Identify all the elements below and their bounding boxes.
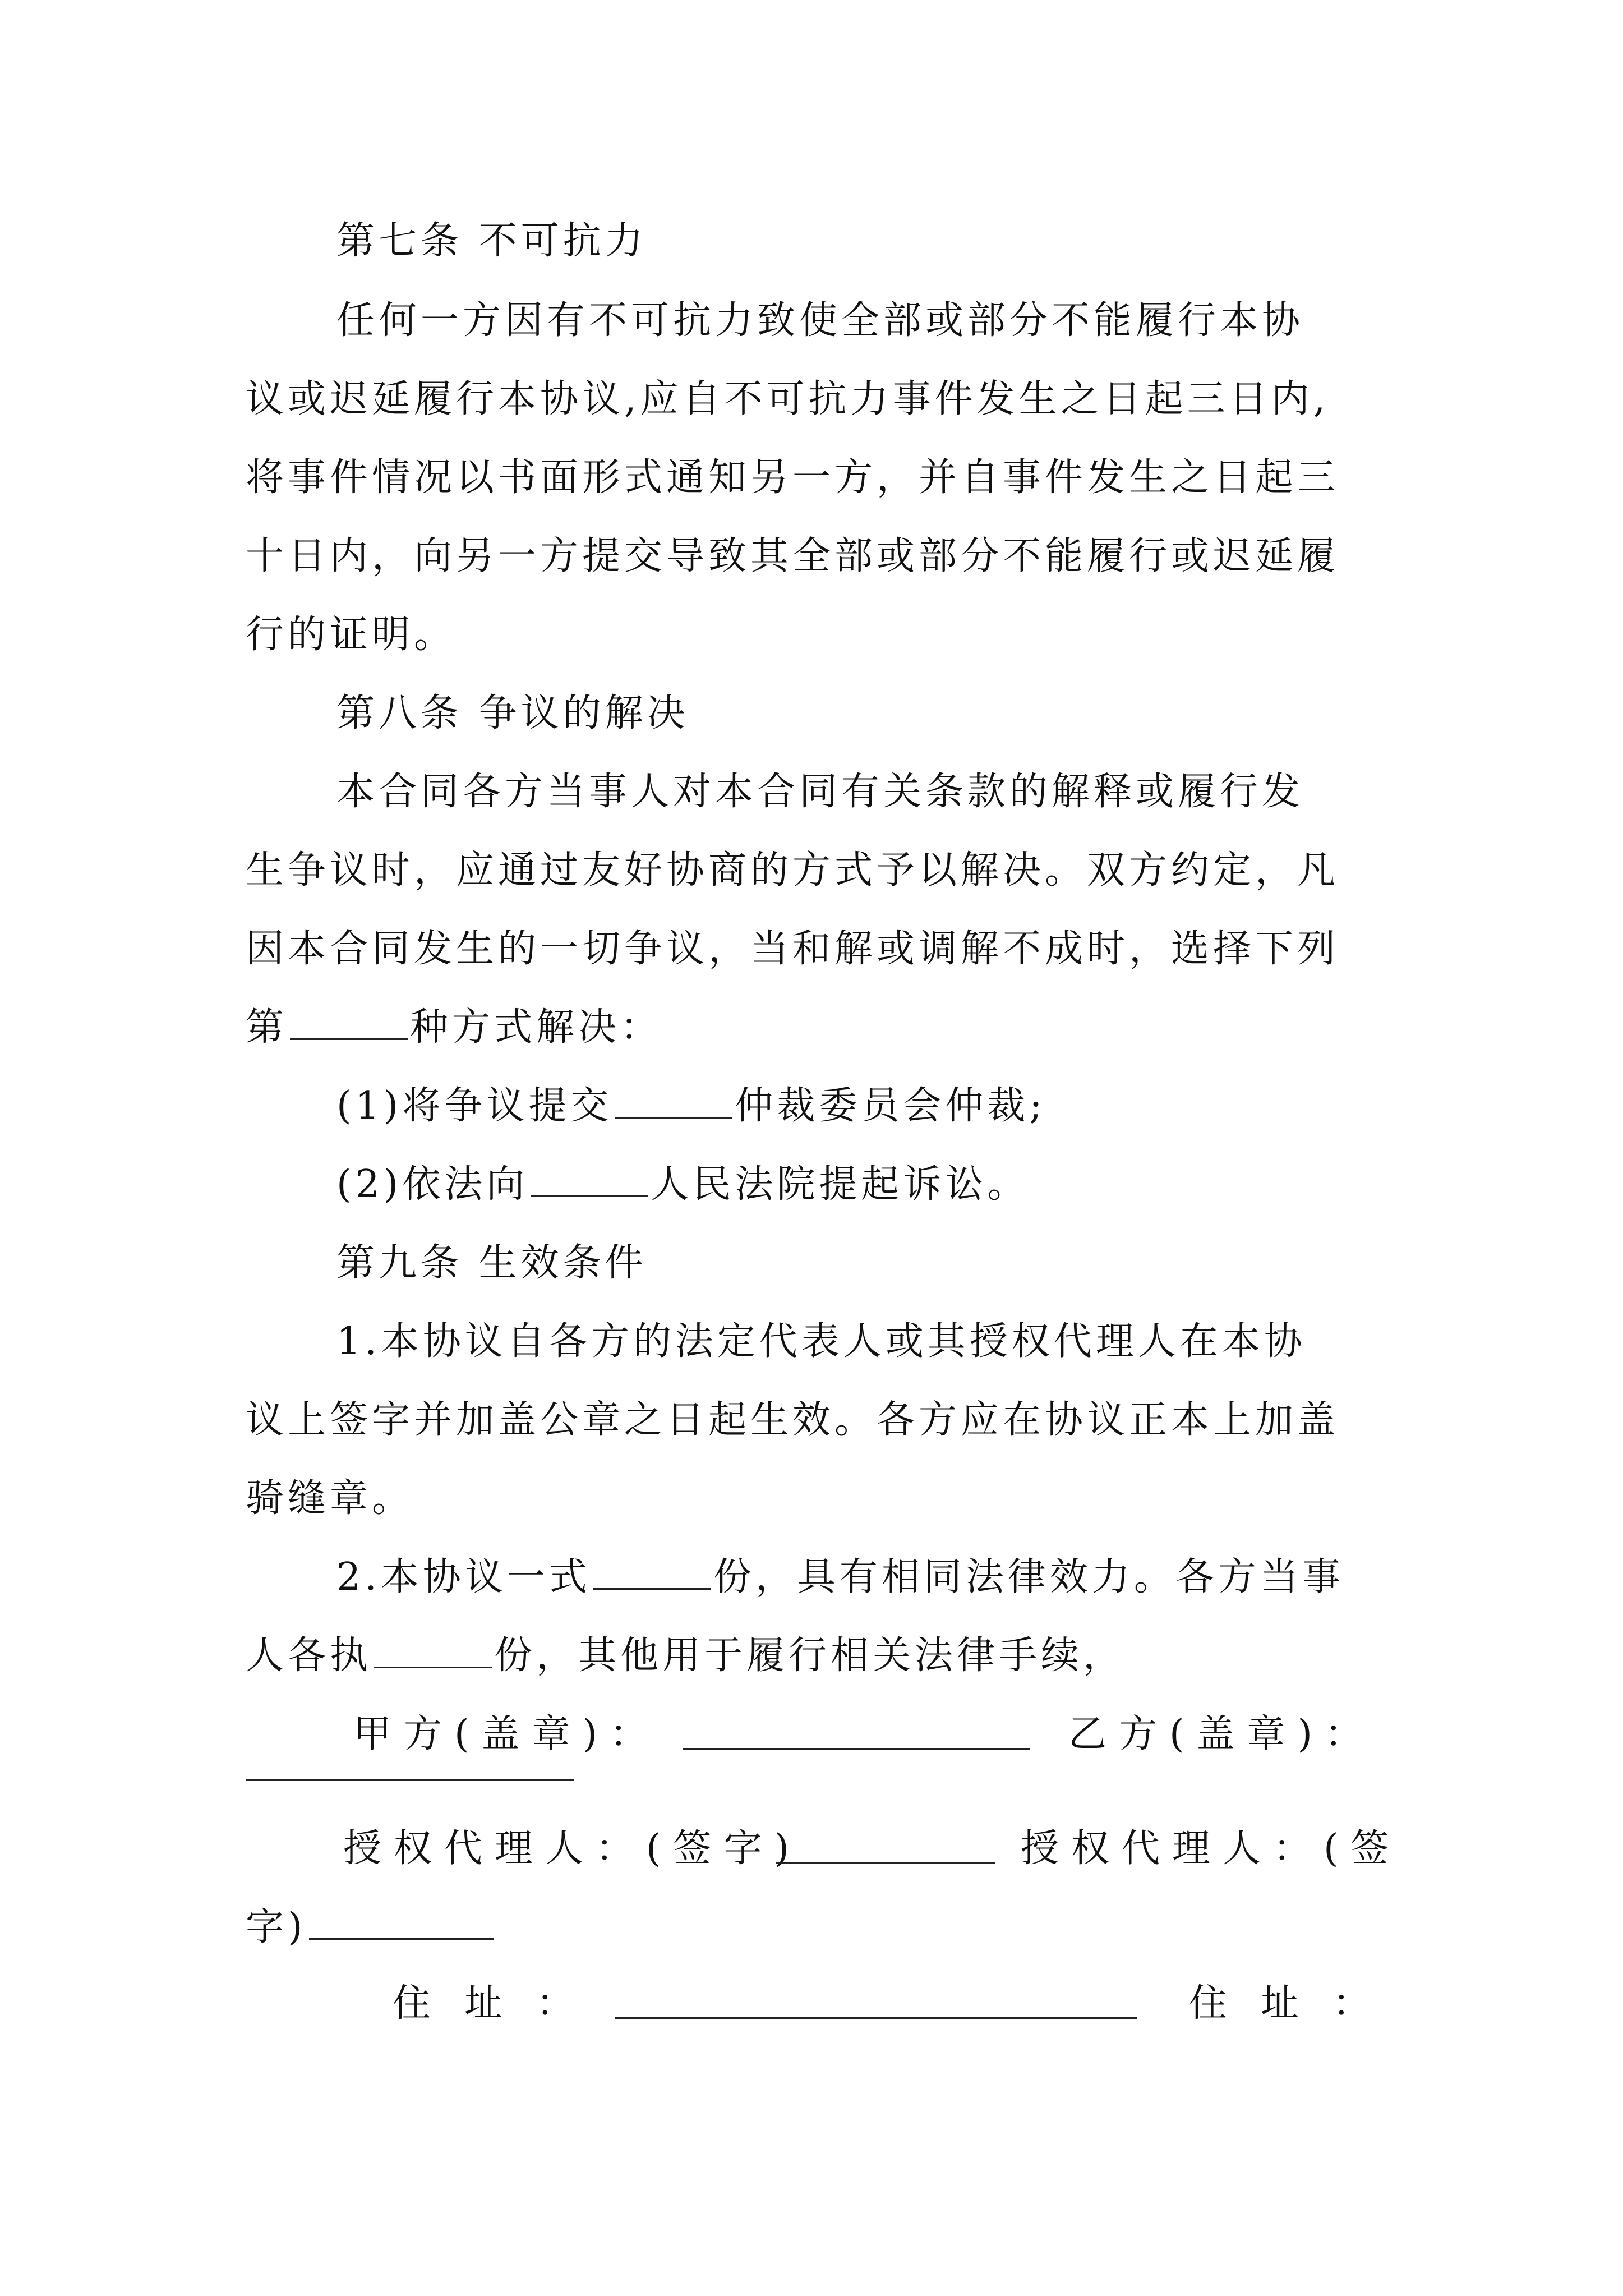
article-7-line: 行的证明。 xyxy=(246,613,457,657)
party-a-address-label: 住址： xyxy=(393,1981,608,2026)
article-7-heading: 第七条 不可抗力 xyxy=(336,219,647,263)
copies-clause: 2.本协议一式 份，具有相同法律效力。各方当事 xyxy=(336,1555,1344,1599)
party-b-address-label: 住址： xyxy=(1189,1981,1405,2026)
article-8-line: 本合同各方当事人对本合同有关条款的解释或履行发 xyxy=(336,770,1304,814)
article-7-line: 十日内，向另一方提交导致其全部或部分不能履行或迟延履 xyxy=(246,534,1340,578)
party-b-seal-label: 乙方(盖章)： xyxy=(1068,1712,1376,1756)
option-arbitration: (1)将争议提交 仲裁委员会仲裁; xyxy=(336,1084,1046,1128)
article-7-line: 任何一方因有不可抗力致使全部或部分不能履行本协 xyxy=(336,298,1304,343)
party-b-agent-blank[interactable] xyxy=(309,1909,494,1940)
article-9-heading: 第九条 生效条件 xyxy=(336,1241,647,1285)
court-name-blank[interactable] xyxy=(531,1166,648,1197)
article-7-line: 将事件情况以书面形式通知另一方，并自事件发生之日起三 xyxy=(246,455,1340,500)
copies-each-blank[interactable] xyxy=(374,1637,492,1668)
party-a-address-blank[interactable] xyxy=(615,1988,1137,2019)
party-a-seal-label: 甲方(盖章)： xyxy=(353,1712,661,1756)
article-8-line: 因本合同发生的一切争议，当和解或调解不成时，选择下列 xyxy=(246,927,1340,971)
party-a-seal-blank[interactable] xyxy=(683,1719,1030,1750)
article-9-line: 1.本协议自各方的法定代表人或其授权代理人在本协 xyxy=(336,1319,1306,1364)
party-b-agent-cont: 字) xyxy=(246,1908,496,1947)
article-7-line: 议或迟延履行本协议,应自不可抗力事件发生之日起三日内, xyxy=(246,377,1330,421)
dispute-method-choice: 第 种方式解决： xyxy=(246,1005,663,1050)
method-number-blank[interactable] xyxy=(290,1009,408,1040)
copies-each-clause: 人各执 份，其他用于履行相关法律手续， xyxy=(246,1634,1126,1678)
total-copies-blank[interactable] xyxy=(593,1559,711,1590)
arbitration-commission-blank[interactable] xyxy=(615,1088,732,1119)
party-b-agent-label: 授权代理人：(签 xyxy=(1021,1826,1401,1871)
option-litigation: (2)依法向 人民法院提起诉讼。 xyxy=(336,1162,1030,1207)
article-8-line: 生争议时，应通过友好协商的方式予以解决。双方约定，凡 xyxy=(246,848,1340,892)
party-a-agent-label: 授权代理人：(签字) xyxy=(343,1826,802,1871)
article-9-line: 议上签字并加盖公章之日起生效。各方应在协议正本上加盖 xyxy=(246,1398,1340,1442)
party-b-seal-blank[interactable] xyxy=(246,1779,574,1781)
party-a-agent-blank[interactable] xyxy=(776,1833,995,1864)
article-8-heading: 第八条 争议的解决 xyxy=(336,691,689,735)
article-9-line: 骑缝章。 xyxy=(246,1476,414,1521)
